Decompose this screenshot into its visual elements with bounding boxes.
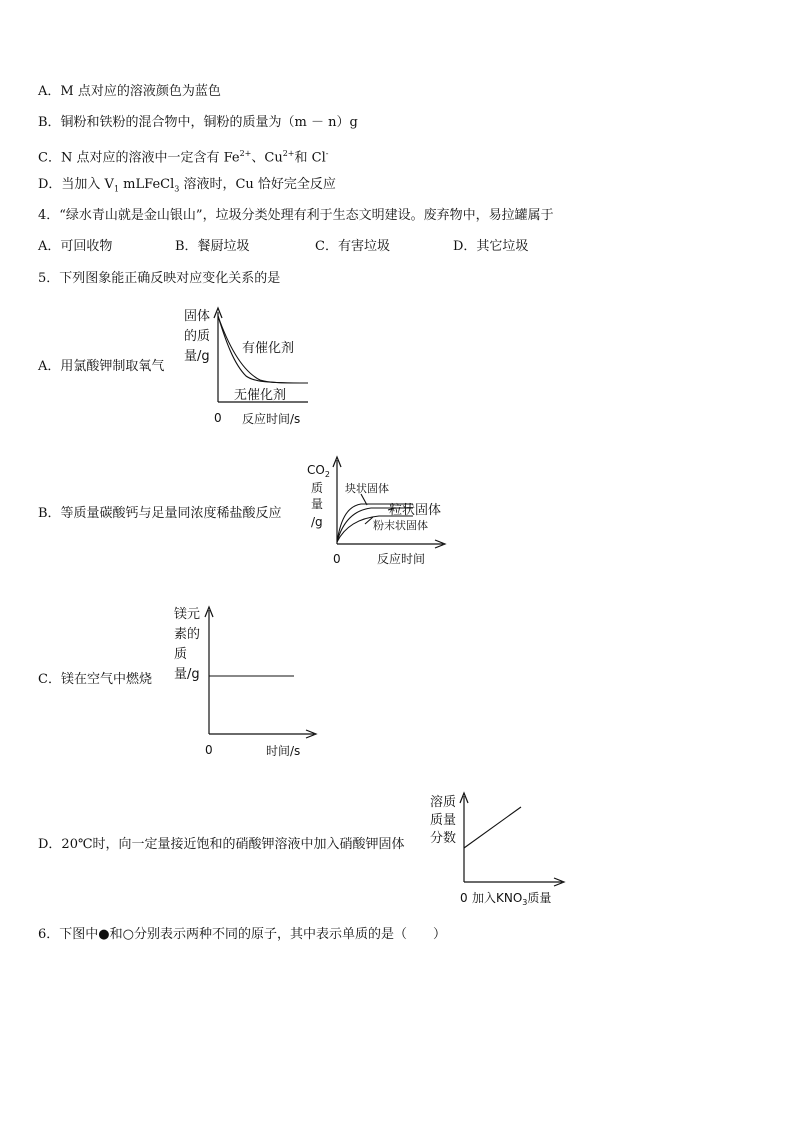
q3-option-d-text: 溶液时，Cu 恰好完全反应 xyxy=(179,177,336,192)
q5-b-graph xyxy=(303,454,463,572)
origin-label: 0 xyxy=(214,411,222,425)
label-without-catalyst: 无催化剂 xyxy=(234,388,287,403)
superscript: 2+ xyxy=(282,149,295,158)
subscript: 3 xyxy=(522,898,528,907)
label-granular: 粒状固体 xyxy=(389,503,442,518)
q3-option-c-text: 、Cu xyxy=(251,150,283,166)
q3-option-d-text: D．当加入 V xyxy=(38,177,114,192)
x-axis-label-prefix: 加入KNO xyxy=(472,891,523,905)
superscript: 2+ xyxy=(239,149,252,158)
y-axis-label: 量/g xyxy=(174,667,200,682)
y-axis-label: 素的 xyxy=(174,627,201,642)
origin-label: 0 xyxy=(460,891,468,905)
q4-options xyxy=(38,239,528,255)
x-axis-label xyxy=(472,890,551,907)
y-axis-label: 量/g xyxy=(184,349,210,364)
q5-option-a-text: A．用氯酸钾制取氧气 xyxy=(38,359,165,374)
q5-stem: 5．下列图象能正确反映对应变化关系的是 xyxy=(38,271,281,286)
x-axis-label: 时间/s xyxy=(266,744,301,758)
x-axis-label-suffix: 质量 xyxy=(527,891,552,905)
y-axis-label: /g xyxy=(311,515,323,529)
q3-option-b: B．铜粉和铁粉的混合物中，铜粉的质量为（m － n）g xyxy=(38,115,358,130)
subscript: 2 xyxy=(324,470,330,479)
y-axis-label: 溶质 xyxy=(430,795,457,810)
q4-option-a: A．可回收物 xyxy=(38,239,113,254)
y-axis-label xyxy=(307,463,330,479)
y-axis-label: 质量 xyxy=(430,813,457,828)
q5-option-d-text: D．20℃时，向一定量接近饱和的硝酸钾溶液中加入硝酸钾固体 xyxy=(38,837,405,852)
q5-a-graph xyxy=(178,302,318,432)
q3-option-d xyxy=(38,177,336,198)
y-axis-label: 固体 xyxy=(184,309,211,324)
y-axis-label: 量 xyxy=(311,497,324,511)
q4-option-c: C．有害垃圾 xyxy=(315,239,390,254)
q5-option-c-text: C．镁在空气中燃烧 xyxy=(38,672,152,687)
q3-option-c xyxy=(38,146,328,166)
q3-option-c-text: 和 Cl xyxy=(294,150,326,166)
label-with-catalyst: 有催化剂 xyxy=(242,341,295,356)
y-axis-label-co: CO xyxy=(307,463,325,477)
q5-d-graph xyxy=(424,790,574,910)
y-axis-label: 质 xyxy=(174,647,188,662)
origin-label: 0 xyxy=(333,552,341,566)
x-axis-label: 反应时间 xyxy=(377,552,426,566)
q3-option-d-text: mLFeCl xyxy=(119,177,175,192)
subscript: 3 xyxy=(174,184,180,194)
pointer-line xyxy=(361,494,367,505)
superscript: - xyxy=(325,149,329,158)
y-axis-label: 镁元 xyxy=(174,607,201,622)
q3-option-c-text: C．N 点对应的溶液中一定含有 Fe xyxy=(38,150,240,166)
q3-option-a: A．M 点对应的溶液颜色为蓝色 xyxy=(38,84,221,99)
y-axis-label: 质 xyxy=(311,481,324,495)
q5-c-graph xyxy=(168,600,318,762)
subscript: 1 xyxy=(113,184,120,194)
x-axis-label: 反应时间/s xyxy=(242,412,301,426)
q4-option-b: B．餐厨垃圾 xyxy=(175,239,250,254)
q4-stem: 4．“绿水青山就是金山银山”，垃圾分类处理有利于生态文明建设。废弃物中，易拉罐属于 xyxy=(38,208,554,223)
q5-option-b-text: B．等质量碳酸钙与足量同浓度稀盐酸反应 xyxy=(38,506,282,521)
y-axis-label: 分数 xyxy=(430,831,457,846)
curve-linear xyxy=(464,807,521,848)
origin-label: 0 xyxy=(205,743,213,757)
y-axis-label: 的质 xyxy=(184,329,211,344)
q4-option-d: D．其它垃圾 xyxy=(453,239,529,254)
label-lump: 块状固体 xyxy=(345,482,389,495)
q6-stem: 6．下图中●和○分别表示两种不同的原子，其中表示单质的是（ ） xyxy=(38,927,446,942)
label-powder: 粉末状固体 xyxy=(373,519,428,532)
